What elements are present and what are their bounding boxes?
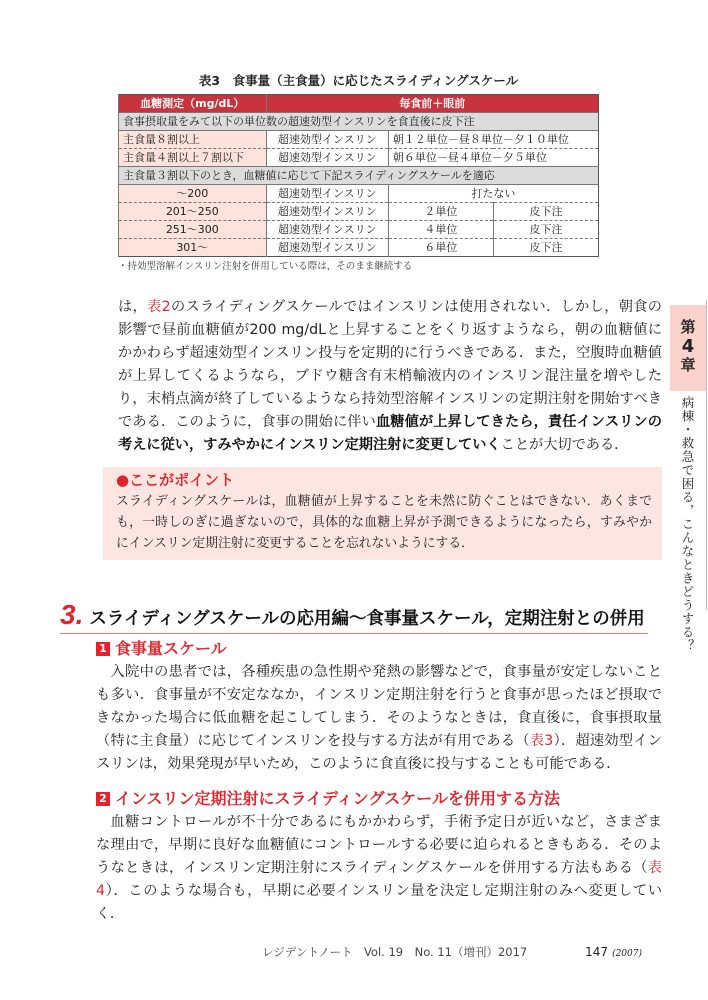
table-row <box>119 239 599 257</box>
table-header: 毎食前＋眼前 <box>266 95 598 113</box>
text-segment: は， <box>118 299 148 315</box>
table-cell: 201～250 <box>119 203 267 221</box>
table-section-row: 食事摂取量をみて以下の単位数の超速効型インスリンを食直後に皮下注 <box>119 113 599 131</box>
text-segment: のスライディングスケールではインスリンは使用されない．しかし，朝食の影響で昼前 <box>118 299 662 338</box>
text-segment: 入院中の患者では，各種疾患の急性期や発熱の影響などで，食事量が安定しないことも多い． <box>96 664 662 703</box>
chapter-title: 病棟・救急で困る，こんなときどうする？ <box>680 396 695 653</box>
subsection-heading <box>96 788 662 810</box>
table-cell: 皮下注 <box>493 239 598 257</box>
text-segment: 食事量が不安定ななか，インスリン定期注射を行うと食事が思ったほど摂取できなかった場合に <box>96 687 662 726</box>
table-note: ・持効型溶解インスリン注射を併用している際は，そのまま継続する <box>118 261 413 272</box>
table-cell: 皮下注 <box>493 221 598 239</box>
table-cell: 超速効型インスリン <box>266 203 388 221</box>
subsection-title: インスリン定期注射にスライディングスケールを併用する方法 <box>115 789 560 808</box>
text-segment: インスリンの定期注射を開始すべきである．このように，食事の開始に伴い <box>118 391 662 430</box>
subsection-title: 食事量スケール <box>115 639 227 658</box>
table-caption: 表3 食事量（主食量）に応じたスライディングスケール <box>198 73 519 88</box>
text-segment: スリン投与を定期的に行うべきである．また，空腹時血糖値が上昇してくるようなら，ブドウ糖 <box>118 345 662 384</box>
sidebar-rule <box>706 300 707 610</box>
sliding-scale-table <box>118 94 599 257</box>
point-text <box>116 491 652 554</box>
table-reference: 表4 <box>96 860 662 899</box>
section-heading <box>60 600 648 634</box>
subsection-paragraph <box>96 661 662 776</box>
point-line: ン定期注射に変更することを忘れないようにする． <box>179 536 474 551</box>
table-cell: 朝１２単位－昼８単位－夕１０単位 <box>388 131 598 149</box>
text-segment: ）．このような場合も，早期 <box>105 883 292 899</box>
table-cell: 主食量４割以上７割以下 <box>119 149 267 167</box>
table-cell: ６単位 <box>388 239 493 257</box>
table-cell: 超速効型インスリン <box>266 149 388 167</box>
table-cell: 主食量８割以上 <box>119 131 267 149</box>
table-reference: 表2 <box>147 299 171 315</box>
table-row <box>119 221 599 239</box>
text-segment: 含有末梢輸液内のインスリン混注量を増やしたり，末梢点滴が終了しているようなら持効型溶解 <box>118 368 662 407</box>
body-paragraph <box>96 296 662 457</box>
table-cell: 301～ <box>119 239 267 257</box>
page-number: 147 (2007) <box>585 945 642 959</box>
text-segment: ）．超速効型インスリンは，効果発現が早いため，こ <box>96 733 663 772</box>
table-cell: 朝６単位－昼４単位－夕５単位 <box>388 149 598 167</box>
table-reference: 表3 <box>529 733 554 749</box>
table-cell: 251～300 <box>119 221 267 239</box>
table-cell: 超速効型インスリン <box>266 221 388 239</box>
text-segment: ことが大切 <box>500 437 572 453</box>
subsection-number-badge: 2 <box>96 792 110 806</box>
table-row <box>119 203 599 221</box>
text-segment: 血糖コントロールが不十分であるにもかかわらず，手術予定日が近いなど，さまざまな理由で， <box>96 814 662 853</box>
chapter-label: 第 4 章 <box>680 318 696 374</box>
table-row <box>119 131 599 149</box>
subsection-heading <box>96 638 662 660</box>
text-segment: たら，責任インスリンの考えに従い，すみやかにインスリン定期注射に変更していく <box>118 414 662 453</box>
section-number: 3. <box>60 599 84 630</box>
text-segment: に必要インスリン量を決定し定期注射のみへ変更していく． <box>96 883 663 922</box>
main-column <box>60 72 663 962</box>
table-header: 血糖測定（mg/dL） <box>119 95 267 113</box>
journal-info: レジデントノート Vol. 19 No. 11（増刊）2017 <box>262 945 528 959</box>
text-segment: リン定期注射にスライディングスケールを併用する方法もある（ <box>226 860 648 876</box>
table-cell: ４単位 <box>388 221 493 239</box>
text-segment: 血糖値が上昇してき <box>375 414 505 430</box>
table-cell: ２単位 <box>388 203 493 221</box>
text-segment: 早期に良好な血糖値にコントロールする必要に迫られるときもある．そのようなときは，インス <box>96 837 663 876</box>
text-segment: のように食直後に投与することも可能である． <box>322 756 621 772</box>
point-line: 時しのぎに過ぎないので，具体的な血糖上昇が予測できるようになったら，すみやかにインスリ <box>116 515 653 551</box>
text-segment: 低血糖を起こしてしまう．そのようなときは，食直後に，食事摂取量（特に主食量）に応じてイ <box>96 710 662 749</box>
table-cell: 打たない <box>388 185 598 203</box>
subsection-paragraph <box>96 811 662 926</box>
table-cell: ～200 <box>119 185 267 203</box>
table-cell: 超速効型インスリン <box>266 131 388 149</box>
point-title: ●ここがポイント <box>116 471 235 489</box>
text-segment: である． <box>571 437 629 453</box>
subsection-number-badge: 1 <box>96 642 110 656</box>
text-segment: 血糖値が200 mg/dLと上昇することをくり返すようなら，朝の血糖値にかかわらず超速効型イン <box>118 322 662 361</box>
page-footer <box>96 944 662 962</box>
text-segment: ンスリンを投与する方法が有用である（ <box>269 733 530 749</box>
point-box <box>103 467 662 560</box>
table-row <box>119 149 599 167</box>
table-cell: 超速効型インスリン <box>266 185 388 203</box>
point-line: スライディングスケールは，血糖値が上昇することを未然に防ぐことはできない．あくまでも，一 <box>116 494 652 530</box>
table-section-row: 主食量３割以下のとき，血糖値に応じて下記スライディングスケールを適応 <box>119 167 599 185</box>
table-row <box>119 185 599 203</box>
table-cell: 皮下注 <box>493 203 598 221</box>
section-title: スライディングスケールの応用編～食事量スケール，定期注射との併用 <box>89 609 645 629</box>
table-cell: 超速効型インスリン <box>266 239 388 257</box>
